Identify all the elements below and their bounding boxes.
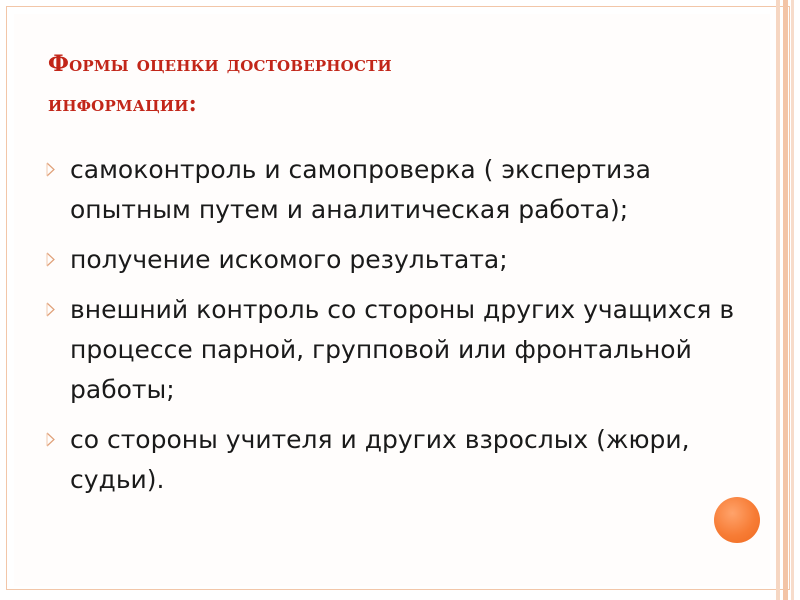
bullet-text: внешний контроль со стороны других учащихся в процессе парной, групповой или фронтальной работы; <box>70 295 735 404</box>
bullet-item <box>44 240 744 280</box>
bullet-text: получение искомого результата; <box>70 245 508 274</box>
orange-circle-decoration <box>714 497 760 543</box>
slide-title-line-1: Формы оценки достоверности <box>48 51 392 77</box>
decorative-stripe <box>783 0 788 600</box>
bullet-icon <box>46 162 55 177</box>
bullet-icon <box>46 302 55 317</box>
bullet-icon <box>46 252 55 267</box>
bullet-icon <box>46 432 55 447</box>
bullet-item <box>44 420 744 500</box>
slide-title <box>48 44 728 124</box>
slide-title-line-2: информации: <box>48 91 197 117</box>
bullet-item <box>44 150 744 230</box>
bullet-text: самоконтроль и самопроверка ( экспертиза опытным путем и аналитическая работа); <box>70 155 651 224</box>
decorative-stripe <box>791 0 794 600</box>
bullet-text: со стороны учителя и других взрослых (жюри, судьи). <box>70 425 690 494</box>
bullet-list <box>44 150 744 510</box>
bullet-item <box>44 290 744 410</box>
decorative-stripe <box>776 0 780 600</box>
